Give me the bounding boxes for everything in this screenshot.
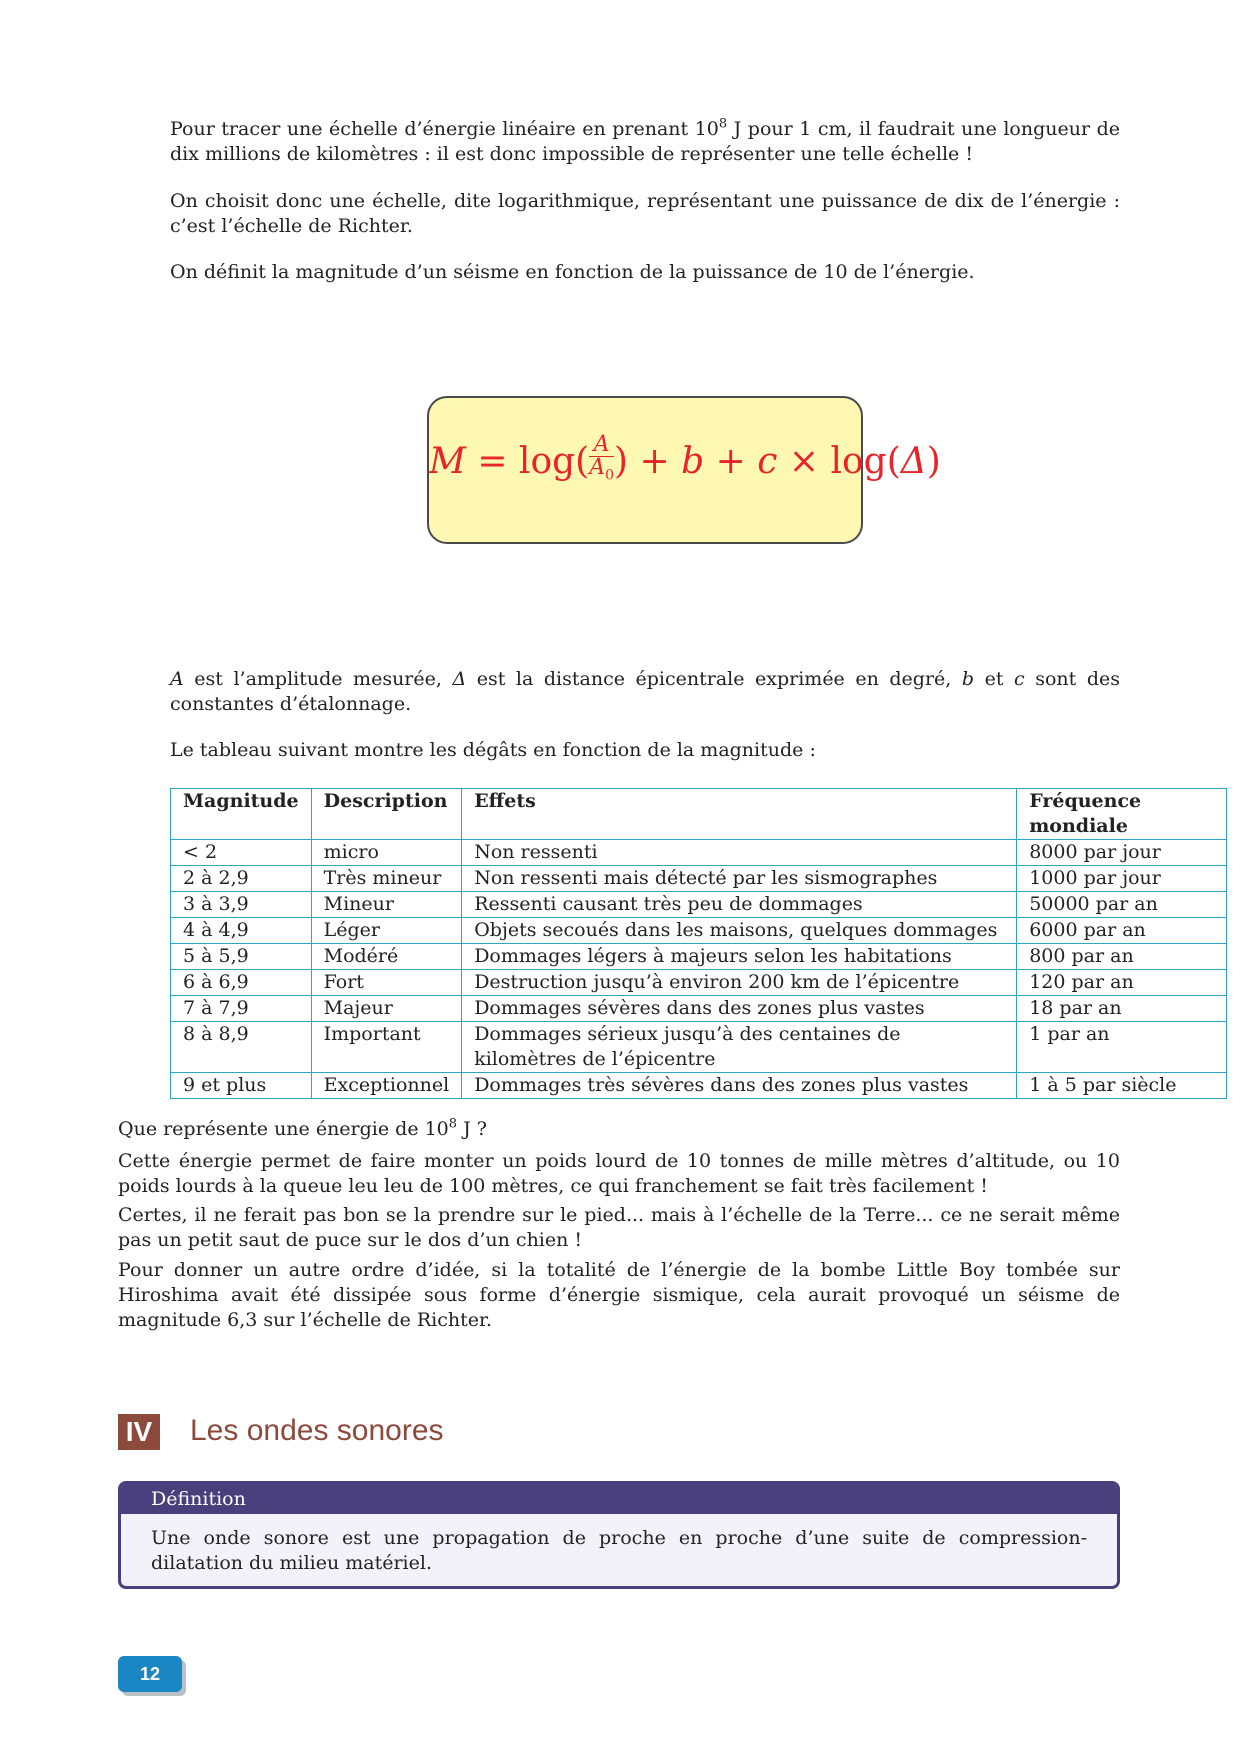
cell-effets: Dommages légers à majeurs selon les habitations bbox=[462, 944, 1017, 970]
energy-paragraph-1: Cette énergie permet de faire monter un poids lourd de 10 tonnes de mille mètres d’altitude, ou 10 poids lourds à la queue leu leu de 100 mètres, ce qui franchement se fait très facilement ! bbox=[118, 1150, 1120, 1197]
richter-formula: M = log( $\frac{A}{A_0}$ ) + b + c × log(Δ) bbox=[429, 432, 941, 484]
section-number: IV bbox=[118, 1414, 160, 1450]
cell-effets: Dommages sévères dans des zones plus vastes bbox=[462, 996, 1017, 1022]
table-row bbox=[171, 866, 1227, 892]
cell-effets: Objets secoués dans les maisons, quelques dommages bbox=[462, 918, 1017, 944]
cell-frequence: 800 par an bbox=[1017, 944, 1227, 970]
cell-magnitude: 8 à 8,9 bbox=[171, 1022, 312, 1073]
table-row bbox=[171, 840, 1227, 866]
cell-frequence: 50000 par an bbox=[1017, 892, 1227, 918]
header-frequence: Fréquence mondiale bbox=[1017, 789, 1227, 840]
table-header-row bbox=[171, 789, 1227, 840]
energy-question: Que représente une énergie de $10^8$ J ? bbox=[118, 1116, 487, 1140]
cell-description: Majeur bbox=[311, 996, 462, 1022]
cell-description: Exceptionnel bbox=[311, 1073, 462, 1099]
cell-description: micro bbox=[311, 840, 462, 866]
energy-paragraph-3: Pour donner un autre ordre d’idée, si la totalité de l’énergie de la bombe Little Boy tombée sur Hiroshima avait été dissipée sous forme d’énergie sismique, cela aurait provoqué un séisme de magnitude 6,3 sur l’échelle de Richter. bbox=[118, 1259, 1120, 1331]
cell-magnitude: 6 à 6,9 bbox=[171, 970, 312, 996]
page-number: 12 bbox=[118, 1656, 182, 1692]
table-row bbox=[171, 1022, 1227, 1073]
cell-frequence: 8000 par jour bbox=[1017, 840, 1227, 866]
header-effets: Effets bbox=[462, 789, 1017, 840]
energy-paragraph-2: Certes, il ne ferait pas bon se la prendre sur le pied... mais à l’échelle de la Terre... ce ne serait même pas un petit saut de puce sur le dos d’un chien ! bbox=[118, 1204, 1120, 1251]
table-row bbox=[171, 944, 1227, 970]
formula-box bbox=[427, 396, 941, 544]
cell-frequence: 1 à 5 par siècle bbox=[1017, 1073, 1227, 1099]
header-description: Description bbox=[311, 789, 462, 840]
table-intro: Le tableau suivant montre les dégâts en fonction de la magnitude : bbox=[170, 739, 816, 761]
table-row bbox=[171, 892, 1227, 918]
cell-magnitude: 4 à 4,9 bbox=[171, 918, 312, 944]
table-row bbox=[171, 1073, 1227, 1099]
intro-paragraph-2: On choisit donc une échelle, dite logarithmique, représentant une puissance de dix de l’énergie : c’est l’échelle de Richter. bbox=[170, 190, 1120, 237]
cell-frequence: 18 par an bbox=[1017, 996, 1227, 1022]
cell-description: Important bbox=[311, 1022, 462, 1073]
cell-effets: Dommages sérieux jusqu’à des centaines de kilomètres de l’épicentre bbox=[462, 1022, 1017, 1073]
definition-text: Une onde sonore est une propagation de proche en proche d’une suite de compression-dilatation du milieu matériel. bbox=[151, 1527, 1087, 1574]
cell-effets: Non ressenti bbox=[462, 840, 1017, 866]
cell-magnitude: 9 et plus bbox=[171, 1073, 312, 1099]
table-row bbox=[171, 918, 1227, 944]
cell-effets: Dommages très sévères dans des zones plus vastes bbox=[462, 1073, 1017, 1099]
section-title: Les ondes sonores bbox=[190, 1414, 444, 1447]
cell-frequence: 120 par an bbox=[1017, 970, 1227, 996]
cell-description: Fort bbox=[311, 970, 462, 996]
explanation-paragraph: A est l’amplitude mesurée, Δ est la distance épicentrale exprimée en degré, b et c sont des constantes d’étalonnage. bbox=[170, 668, 1120, 715]
intro-paragraph-1: Pour tracer une échelle d’énergie linéaire en prenant $10^8$ J pour 1 cm, il faudrait une longueur de dix millions de kilomètres : il est donc impossible de représenter une telle échelle ! bbox=[170, 116, 1120, 165]
cell-magnitude: 7 à 7,9 bbox=[171, 996, 312, 1022]
cell-frequence: 1 par an bbox=[1017, 1022, 1227, 1073]
cell-description: Modéré bbox=[311, 944, 462, 970]
cell-effets: Destruction jusqu’à environ 200 km de l’épicentre bbox=[462, 970, 1017, 996]
cell-magnitude: < 2 bbox=[171, 840, 312, 866]
definition-box bbox=[118, 1481, 1120, 1589]
cell-effets: Non ressenti mais détecté par les sismographes bbox=[462, 866, 1017, 892]
cell-magnitude: 3 à 3,9 bbox=[171, 892, 312, 918]
magnitude-table bbox=[170, 788, 1227, 1099]
cell-description: Très mineur bbox=[311, 866, 462, 892]
intro-paragraph-3: On définit la magnitude d’un séisme en fonction de la puissance de 10 de l’énergie. bbox=[170, 261, 975, 283]
definition-heading: Définition bbox=[121, 1484, 1117, 1514]
header-magnitude: Magnitude bbox=[171, 789, 312, 840]
cell-frequence: 6000 par an bbox=[1017, 918, 1227, 944]
table-row bbox=[171, 970, 1227, 996]
cell-magnitude: 5 à 5,9 bbox=[171, 944, 312, 970]
cell-description: Léger bbox=[311, 918, 462, 944]
cell-description: Mineur bbox=[311, 892, 462, 918]
cell-magnitude: 2 à 2,9 bbox=[171, 866, 312, 892]
cell-frequence: 1000 par jour bbox=[1017, 866, 1227, 892]
cell-effets: Ressenti causant très peu de dommages bbox=[462, 892, 1017, 918]
table-row bbox=[171, 996, 1227, 1022]
